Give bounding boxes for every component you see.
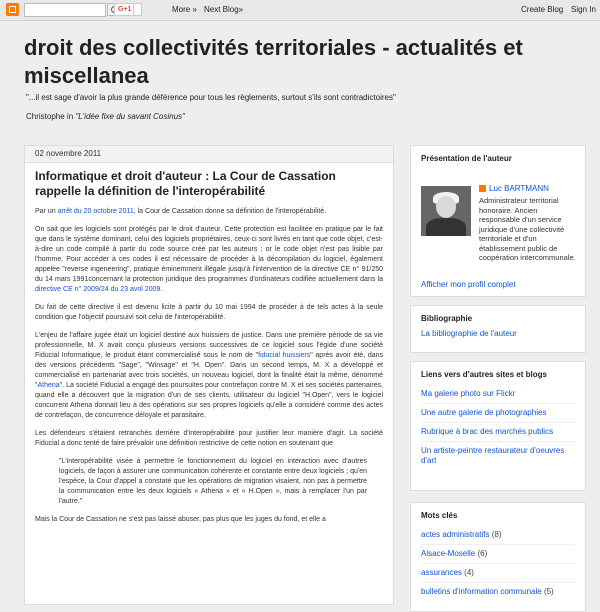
paragraph: Mais la Cour de Cassation ne s'est pas laissé abuser, pas plus que les juges du fond, et elle a (35, 516, 326, 523)
list-item[interactable]: Un artiste-peintre restaurateur d'oeuvres d'art (421, 441, 575, 470)
bibliography-widget (410, 305, 586, 353)
profile-widget (410, 145, 586, 297)
google-plus-one-button[interactable]: G+1 (114, 3, 135, 16)
paragraph: On sait que les logiciels sont protégés par le droit d'auteur. Cette protection est facilitée en pratique par le fait que dans le système dominant, celui des logiciels propriétaires, ceux-ci sont livrés en tant que code objet, c'est-à-dire un code compilé à partir du code source créé par les auteurs ; or le code objet n'est pas lisible par l'homme. Pour accéder à ces codes il est nécessaire de procéder à la décompilation du logiciel, également appelée "reverse ingeneering", pratique éminemment illégale jusqu'à l'intervention de la directive CE n° 91/250 du 14 mars 1991concernant la protection juridique des programmes d'ordinateurs codifiée actuellement dans la directive CE n° 2009/24 du 23 avril 2009. (35, 226, 383, 293)
blog-title[interactable]: droit des collectivités territoriales - actualités et miscellanea (24, 35, 523, 88)
list-item[interactable]: Ma galerie photo sur Flickr (421, 389, 516, 398)
arret-link[interactable]: arrêt du 20 octobre 2011 (57, 208, 134, 215)
post-date: 02 novembre 2011 (25, 146, 393, 163)
label-item[interactable]: bulletins d'information communale (5) (421, 582, 575, 601)
labels-widget (410, 502, 586, 612)
profile-description: Administrateur territorial honoraire. Ancien responsable d'un service juridique d'une collectivité territoriale et d'un établissement public de coopération intercommunale. (479, 196, 576, 262)
blogger-navbar (0, 0, 600, 21)
label-item[interactable]: actes administratifs (8) (421, 530, 502, 539)
list-item[interactable]: Une autre galerie de photographies (421, 403, 575, 422)
attribution-work: "L'idée fixe du savant Cosinus" (75, 112, 185, 121)
paragraph: L'enjeu de l'affaire jugée était un logiciel destiné aux huissiers de justice. Dans une première période de sa vie professionnelle, M. X avait conçu plusieurs versions successives de ce logiciel sous l'égide d'une société Fiducial Informatique, le produit étant commercialisé sous le nom de "fiducial huissiers" après avoir été, dans des versions précédents "Sage", "Winsage" et "H. Open". Dans un second temps, M. X a développé et commercialisé en partenariat avec trois sociétés, un nouveau logiciel, dont la finalité était la même, dénommé "Athena". La société Fiducial a engagé des poursuites pour contrefaçon contre M. X et ses sociétés partenaires, quand elle a découvert que la migration d'un de ses clients, utilisateur du logiciel "H.Open", vers le logiciel concurrent Athena donnait lieu à des opérations sur ses propres logiciels qu'elle a considéré comme des actes de contrefaçon, de concurrence déloyale et parasitaire. (35, 332, 384, 419)
widget-heading: Bibliographie (421, 314, 473, 323)
widget-heading: Présentation de l'auteur (421, 154, 512, 163)
profile-photo[interactable] (421, 186, 471, 236)
more-menu[interactable]: More » (172, 5, 197, 14)
blog-description: "...il est sage d'avoir la plus grande déférence pour tous les règlements, surtout s'ils sont contradictoires" (26, 93, 396, 102)
create-blog-link[interactable]: Create Blog (521, 5, 564, 14)
blogger-logo-icon[interactable] (6, 3, 19, 16)
labels-list (411, 526, 585, 601)
post-body (35, 207, 383, 525)
directive-link[interactable]: directive CE n° 2009/24 du 23 avril 2009 (35, 286, 161, 293)
label-item[interactable]: assurances (4) (421, 563, 575, 582)
blog-attribution (26, 112, 546, 121)
fiducial-link[interactable]: fiducial huissiers (258, 352, 311, 359)
widget-heading: Liens vers d'autres sites et blogs (421, 370, 547, 379)
navbar-search-input[interactable] (24, 3, 106, 17)
post-title[interactable]: Informatique et droit d'auteur : La Cour de Cassation rappelle la définition de l'interopérabilité (35, 169, 336, 198)
links-list (411, 385, 585, 470)
paragraph: Par un arrêt du 20 octobre 2011, la Cour de Cassation donne sa définition de l'interopérabilité. (35, 208, 327, 215)
paragraph: Du fait de cette directive il est devenu licite à partir du 10 mai 1994 de procéder à de tels actes à la seule condition que l'objectif poursuivi soit celui de l'interopérabilité. (35, 304, 383, 321)
bibliography-link[interactable]: La bibliographie de l'auteur (421, 329, 517, 338)
full-profile-link[interactable]: Afficher mon profil complet (421, 280, 516, 289)
blockquote: "L'interopérabilité visée à permettre le fonctionnement du logiciel en interaction avec d'autres logiciels, de façon à assurer une communication cohérente et constante entre deux logiciels ; qu'en l'espèce, la Cour d'appel a constaté que les opérations de migration visaient, non pas à permettre la communication entre les deux logiciels « Athena » et « H.Open », mais à remplacer l'un par l'autre." (59, 458, 367, 505)
attribution-prefix: Christophe in (26, 112, 76, 121)
paragraph: Les défendeurs s'étaient retranchés derrière d'interopérabilité pour justifier leur manière d'agir. La société Fiducial a donc tenté de faire prévaloir une définition restrictive de cette notion en soutenant que (35, 430, 383, 447)
main-column (24, 145, 394, 605)
share-count-box (133, 3, 142, 16)
sign-in-link[interactable]: Sign In (571, 5, 596, 14)
label-item[interactable]: Alsace-Moselle (6) (421, 544, 575, 563)
widget-heading: Mots clés (421, 511, 458, 520)
list-item[interactable]: Rubrique à brac des marchés publics (421, 422, 575, 441)
blogger-profile-icon (479, 185, 486, 192)
profile-name-link[interactable]: Luc BARTMANN (479, 184, 549, 193)
links-widget (410, 361, 586, 491)
athena-link[interactable]: Athena (37, 382, 60, 389)
next-blog-link[interactable]: Next Blog» (204, 5, 244, 14)
